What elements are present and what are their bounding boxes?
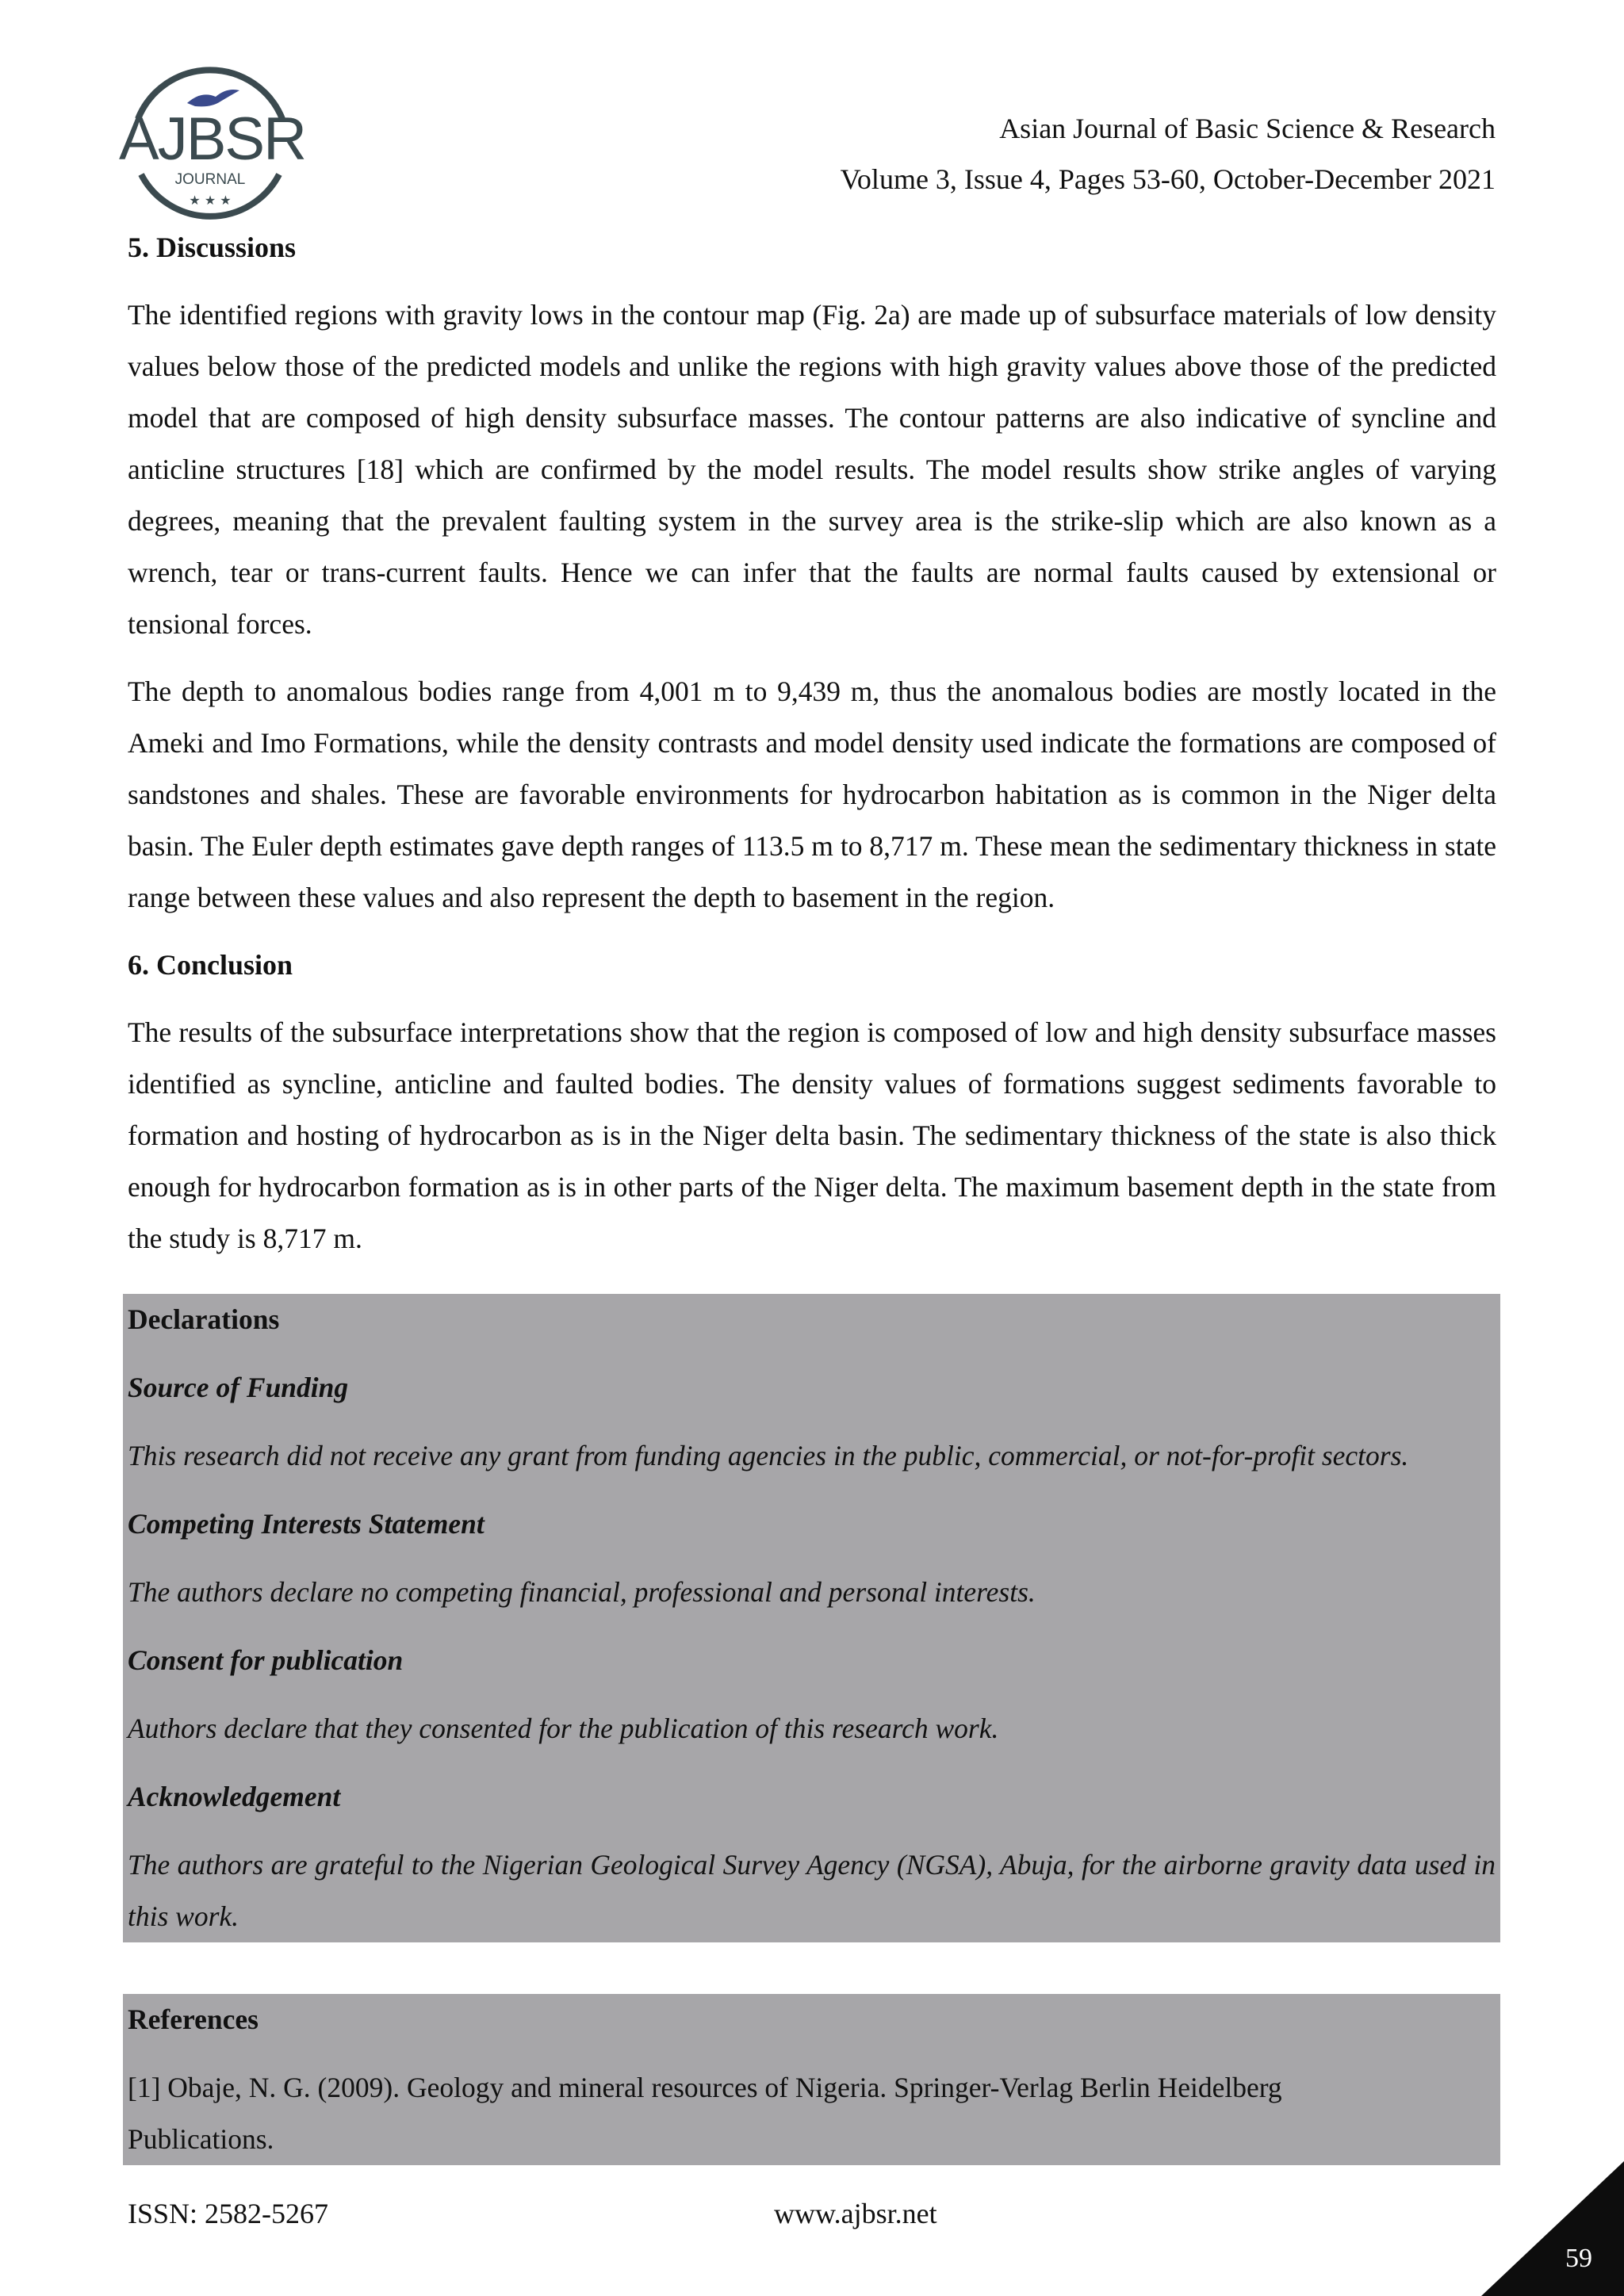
consent-text: Authors declare that they consented for the publication of this research work.	[128, 1712, 999, 1744]
discussions-heading: 5. Discussions	[128, 232, 297, 263]
consent-heading: Consent for publication	[128, 1644, 404, 1676]
declarations-box	[123, 1294, 1500, 1942]
footer-issn: ISSN: 2582-5267	[128, 2198, 329, 2229]
funding-heading: Source of Funding	[128, 1372, 349, 1403]
page-corner	[1481, 2161, 1624, 2296]
journal-logo	[119, 63, 305, 222]
page-number: 59	[1565, 2244, 1592, 2273]
references-box	[123, 1994, 1500, 2165]
svg-text:★ ★ ★: ★ ★ ★	[189, 193, 232, 208]
discussions-paragraph-1: The identified regions with gravity lows in the contour map (Fig. 2a) are made up of subsurface materials of low density values below those of the predicted models and unlike the regions with high gravity values above those of the predicted model that are composed of high density subsurface masses. The contour patterns are also indicative of syncline and anticline structures [18] which are confirmed by the model results. The model results show strike angles of varying degrees, meaning that the prevalent faulting system in the survey area is the strike-slip which are also known as a wrench, tear or trans-current faults. Hence we can infer that the faults are normal faults caused by extensional or tensional forces.	[128, 299, 1496, 640]
logo-subtitle: JOURNAL	[174, 171, 246, 188]
footer-website[interactable]: www.ajbsr.net	[774, 2198, 937, 2229]
logo-text: AJBSR	[119, 105, 305, 173]
declarations-heading: Declarations	[128, 1303, 280, 1335]
discussions-section	[128, 222, 1496, 1265]
references-heading: References	[128, 2003, 259, 2035]
competing-interests-heading: Competing Interests Statement	[128, 1508, 485, 1540]
conclusion-heading: 6. Conclusion	[128, 949, 293, 981]
journal-name: Asian Journal of Basic Science & Research	[999, 113, 1496, 144]
discussions-paragraph-2: The depth to anomalous bodies range from 4,001 m to 9,439 m, thus the anomalous bodies are mostly located in the Ameki and Imo Formations, while the density contrasts and model density used indicate the formations are composed of sandstones and shales. These are favorable environments for hydrocarbon habitation as is common in the Niger delta basin. The Euler depth estimates gave depth ranges of 113.5 m to 8,717 m. These mean the sedimentary thickness in state range between these values and also represent the depth to basement in the region.	[128, 675, 1496, 913]
acknowledgement-heading: Acknowledgement	[128, 1781, 341, 1812]
journal-header	[841, 103, 1496, 205]
conclusion-paragraph: The results of the subsurface interpretations show that the region is composed of low and high density subsurface masses identified as syncline, anticline and faulted bodies. The density values of formations suggest sediments favorable to formation and hosting of hydrocarbon as is in the Niger delta basin. The sedimentary thickness of the state is also thick enough for hydrocarbon formation as is in other parts of the Niger delta. The maximum basement depth in the state from the study is 8,717 m.	[128, 1016, 1496, 1254]
funding-text: This research did not receive any grant from funding agencies in the public, commercial, or not-for-profit sectors.	[128, 1440, 1409, 1471]
acknowledgement-text: The authors are grateful to the Nigerian Geological Survey Agency (NGSA), Abuja, for the airborne gravity data used in this work.	[128, 1849, 1496, 1932]
competing-interests-text: The authors declare no competing financial, professional and personal interests.	[128, 1576, 1036, 1608]
reference-item: [1] Obaje, N. G. (2009). Geology and mineral resources of Nigeria. Springer-Verlag Berlin Heidelberg Publications.	[128, 2072, 1282, 2155]
volume-info: Volume 3, Issue 4, Pages 53-60, October-December 2021	[840, 163, 1496, 195]
